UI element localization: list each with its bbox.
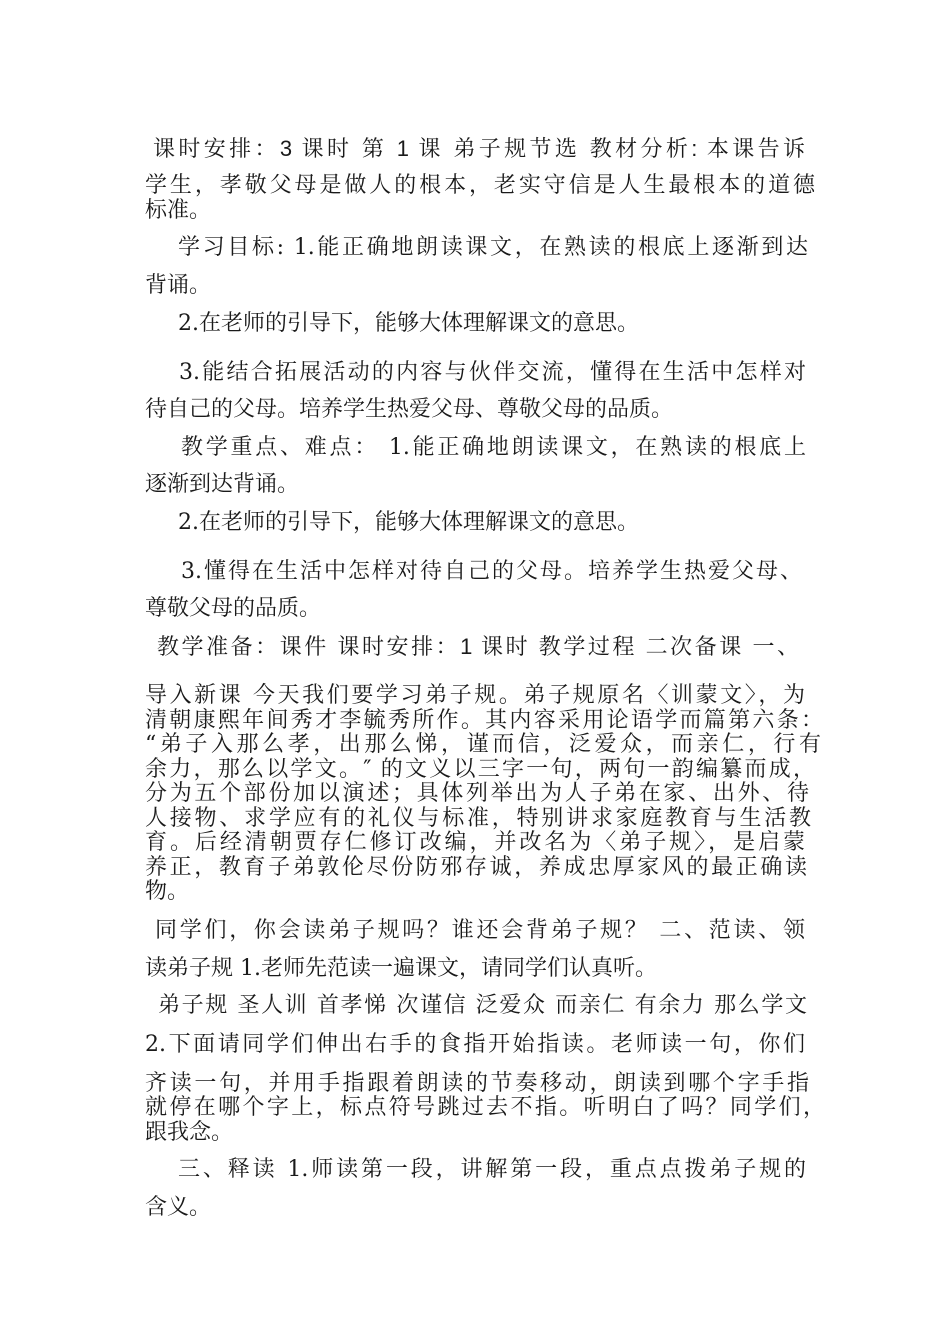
text-line: 分为五个部份加以演述；具体列举出为人子弟在家、出外、待 xyxy=(145,781,809,806)
text-line: 标准。 xyxy=(145,198,212,223)
text-line: 读弟子规 1.老师先范读一遍课文，请同学们认真听。 xyxy=(145,956,657,981)
text-line: 学习目标: 1.能正确地朗读课文，在熟读的根底上逐渐到达 xyxy=(178,235,808,260)
text-line: 物。 xyxy=(145,879,190,904)
text-line: 就停在哪个字上，标点符号跳过去不指。听明白了吗？同学们， xyxy=(145,1095,825,1120)
text-line: “弟子入那么孝，出那么悌，谨而信，泛爱众，而亲仁，行有 xyxy=(145,732,821,757)
text-line: 待自己的父母。培养学生热爱父母、尊敬父母的品质。 xyxy=(145,397,674,422)
text-line: 课时安排：3 课时 第 1 课 弟子规节选 教材分析: 本课告诉 xyxy=(153,136,805,161)
text-line: 教学准备：课件 课时安排：1 课时 教学过程 二次备课 一、 xyxy=(157,634,799,659)
text-line: 3.懂得在生活中怎样对待自己的父母。培养学生热爱父母、 xyxy=(181,559,802,584)
text-line: 含义。 xyxy=(145,1195,212,1220)
text-line: 清朝康熙年间秀才李毓秀所作。其内容采用论语学而篇第六条： xyxy=(145,708,823,733)
text-line: 背诵。 xyxy=(145,273,212,298)
text-line: 人接物、求学应有的礼仪与标准，特别讲求家庭教育与生活教 xyxy=(145,806,811,831)
text-line: 2.在老师的引导下，能够大体理解课文的意思。 xyxy=(178,311,639,336)
text-line: 弟子规 圣人训 首孝悌 次谨信 泛爱众 而亲仁 有余力 那么学文 xyxy=(158,993,807,1018)
text-line: 2.在老师的引导下，能够大体理解课文的意思。 xyxy=(178,510,639,535)
text-line: 学生，孝敬父母是做人的根本，老实守信是人生最根本的道德 xyxy=(145,173,815,198)
text-line: 育。后经清朝贾存仁修订改编，并改名为〈弟子规〉，是启蒙 xyxy=(145,830,805,855)
text-line: 跟我念。 xyxy=(145,1120,234,1145)
text-line: 3.能结合拓展活动的内容与伙伴交流，懂得在生活中怎样对 xyxy=(179,360,806,385)
text-line: 三、释读 1.师读第一段，讲解第一段，重点点拨弟子规的 xyxy=(178,1157,806,1182)
text-line: 2.下面请同学们伸出右手的食指开始指读。老师读一句，你们 xyxy=(145,1032,805,1057)
text-line: 逐渐到达背诵。 xyxy=(145,472,300,497)
text-line: 齐读一句，并用手指跟着朗读的节奏移动，朗读到哪个字手指 xyxy=(145,1071,809,1096)
text-line: 养正，教育子弟敦伦尽份防邪存诚，养成忠厚家风的最正确读 xyxy=(145,855,807,880)
text-line: 导入新课 今天我们要学习弟子规。弟子规原名〈训蒙文〉，为 xyxy=(145,683,805,708)
text-line: 教学重点、难点： 1.能正确地朗读课文，在熟读的根底上 xyxy=(181,435,806,460)
text-line: 余力，那么以学文。″ 的文义以三字一句，两句一韵编纂而成， xyxy=(145,757,815,782)
text-line: 同学们，你会读弟子规吗？谁还会背弟子规？ 二、范读、领 xyxy=(155,918,805,943)
text-line: 尊敬父母的品质。 xyxy=(145,596,322,621)
